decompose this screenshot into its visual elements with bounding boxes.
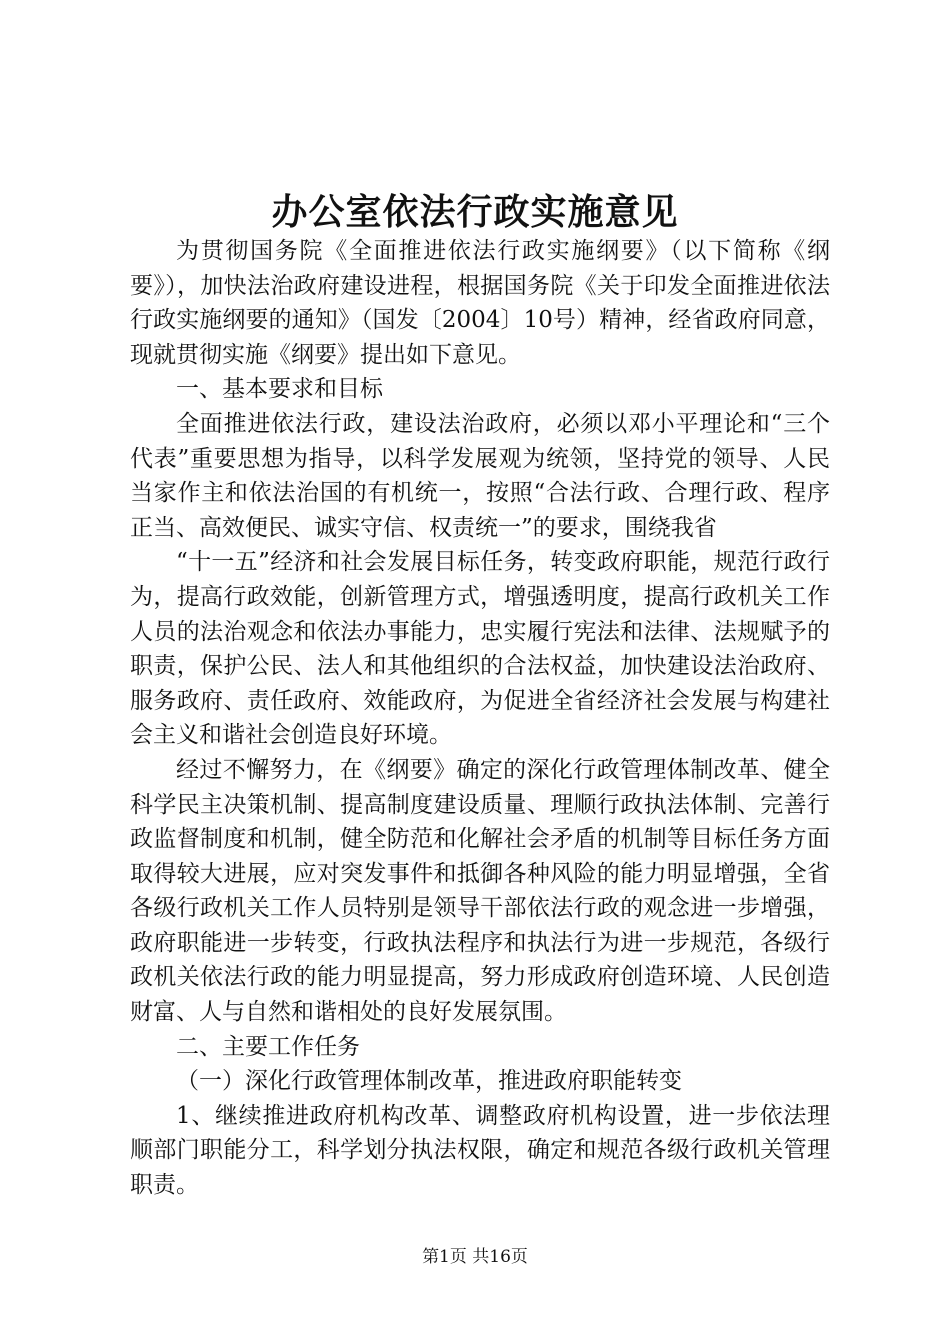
section-heading-1: 一、基本要求和目标 xyxy=(176,376,383,403)
page-number: 第1页 共16页 xyxy=(422,1247,528,1267)
document-body xyxy=(130,234,830,1203)
paragraph: 经过不懈努力，在《纲要》确定的深化行政管理体制改革、健全科学民主决策机制、提高制度建设质量、理顺行政执法体制、完善行政监督制度和机制，健全防范和化解社会矛盾的机制等目标任务方面取得较大进展，应对突发事件和抵御各种风险的能力明显增强，全省各级行政机关工作人员特别是领导干部依法行政的观念进一步增强，政府职能进一步转变，行政执法程序和执法行为进一步规范，各级行政机关依法行政的能力明显提高，努力形成政府创造环境、人民创造财富、人与自然和谐相处的良好发展氛围。 xyxy=(130,756,830,1026)
section-heading-2: 二、主要工作任务 xyxy=(176,1033,360,1060)
page-title: 办公室依法行政实施意见 xyxy=(271,191,679,233)
paragraph-intro: 为贯彻国务院《全面推进依法行政实施纲要》（以下简称《纲要》），加快法治政府建设进程，根据国务院《关于印发全面推进依法行政实施纲要的通知》（国发〔2004〕10号）精神，经省政府同意，现就贯彻实施《纲要》提出如下意见。 xyxy=(130,238,830,368)
paragraph: 1、继续推进政府机构改革、调整政府机构设置，进一步依法理顺部门职能分工，科学划分执法权限，确定和规范各级行政机关管理职责。 xyxy=(130,1102,830,1199)
paragraph: 全面推进依法行政，建设法治政府，必须以邓小平理论和“三个代表”重要思想为指导，以科学发展观为统领，坚持党的领导、人民当家作主和依法治国的有机统一，按照“合法行政、合理行政、程序正当、高效便民、诚实守信、权责统一”的要求，围绕我省 xyxy=(130,410,830,541)
paragraph: “十一五”经济和社会发展目标任务，转变政府职能，规范行政行为，提高行政效能，创新管理方式，增强透明度，提高行政机关工作人员的法治观念和依法办事能力，忠实履行宪法和法律、法规赋予的职责，保护公民、法人和其他组织的合法权益，加快建设法治政府、服务政府、责任政府、效能政府，为促进全省经济社会发展与构建社会主义和谐社会创造良好环境。 xyxy=(130,549,830,749)
subsection-heading-1: （一）深化行政管理体制改革，推进政府职能转变 xyxy=(176,1068,682,1095)
